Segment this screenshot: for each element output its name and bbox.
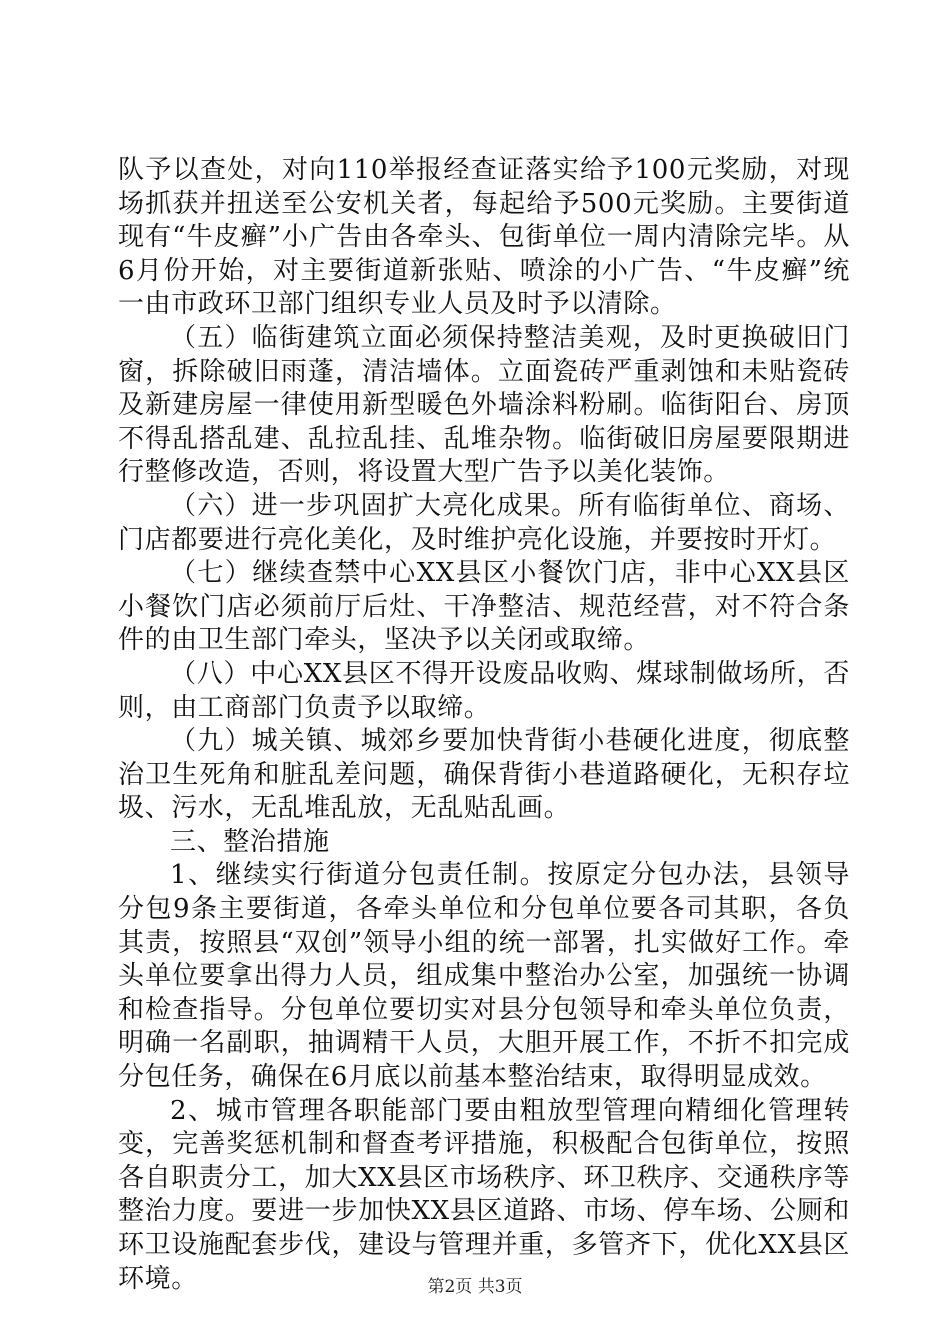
paragraph-measure-2: 2、城市管理各职能部门要由粗放型管理向精细化管理转变，完善奖惩机制和督查考评措施，积极配合包街单位，按照各自职责分工，加大XX县区市场秩序、环卫秩序、交通秩序等整治力度。要进一步加快XX县区道路、市场、停车场、公厕和环卫设施配套步伐，建设与管理并重，多管齐下，优化XX县区环境。 bbox=[118, 1095, 850, 1294]
paragraph-item-8: （八）中心XX县区不得开设废品收购、煤球制做场所，否则，由工商部门负责予以取缔。 bbox=[118, 658, 850, 723]
paragraph-item-9: （九）城关镇、城郊乡要加快背街小巷硬化进度，彻底整治卫生死角和脏乱差问题，确保背街小巷道路硬化，无积存垃圾、污水，无乱堆乱放，无乱贴乱画。 bbox=[118, 726, 850, 824]
paragraph-item-6: （六）进一步巩固扩大亮化成果。所有临街单位、商场、门店都要进行亮化美化，及时维护亮化设施，并要按时开灯。 bbox=[118, 490, 850, 555]
paragraph-continuation: 队予以查处，对向110举报经查证落实给予100元奖励，对现场抓获并扭送至公安机关者，每起给予500元奖励。主要街道现有“牛皮癣”小广告由各牵头、包街单位一周内清除完毕。从6月份开始，对主要街道新张贴、喷涂的小广告、“牛皮癣”统一由市政环卫部门组织专业人员及时予以清除。 bbox=[118, 155, 850, 320]
paragraph-measure-1: 1、继续实行街道分包责任制。按原定分包办法，县领导分包9条主要街道，各牵头单位和分包单位要各司其职，各负其责，按照县“双创”领导小组的统一部署，扎实做好工作。牵头单位要拿出得力人员，组成集中整治办公室，加强统一协调和检查指导。分包单位要切实对县分包领导和牵头单位负责，明确一名副职，抽调精干人员，大胆开展工作，不折不扣完成分包任务，确保在6月底以前基本整治结束，取得明显成效。 bbox=[118, 860, 850, 1093]
section-heading-measures: 三、整治措施 bbox=[170, 826, 330, 857]
paragraph-item-7: （七）继续查禁中心XX县区小餐饮门店，非中心XX县区小餐饮门店必须前厅后灶、干净整洁、规范经营，对不符合条件的由卫生部门牵头，坚决予以关闭或取缔。 bbox=[118, 558, 850, 656]
page-footer: 第2页 共3页 bbox=[427, 1277, 523, 1297]
document-body bbox=[118, 154, 850, 1296]
paragraph-item-5: （五）临街建筑立面必须保持整洁美观，及时更换破旧门窗，拆除破旧雨蓬，清洁墙体。立面瓷砖严重剥蚀和未贴瓷砖及新建房屋一律使用新型暖色外墙涂料粉刷。临街阳台、房顶不得乱搭乱建、乱拉乱挂、乱堆杂物。临街破旧房屋要限期进行整修改造，否则，将设置大型广告予以美化装饰。 bbox=[118, 322, 850, 488]
